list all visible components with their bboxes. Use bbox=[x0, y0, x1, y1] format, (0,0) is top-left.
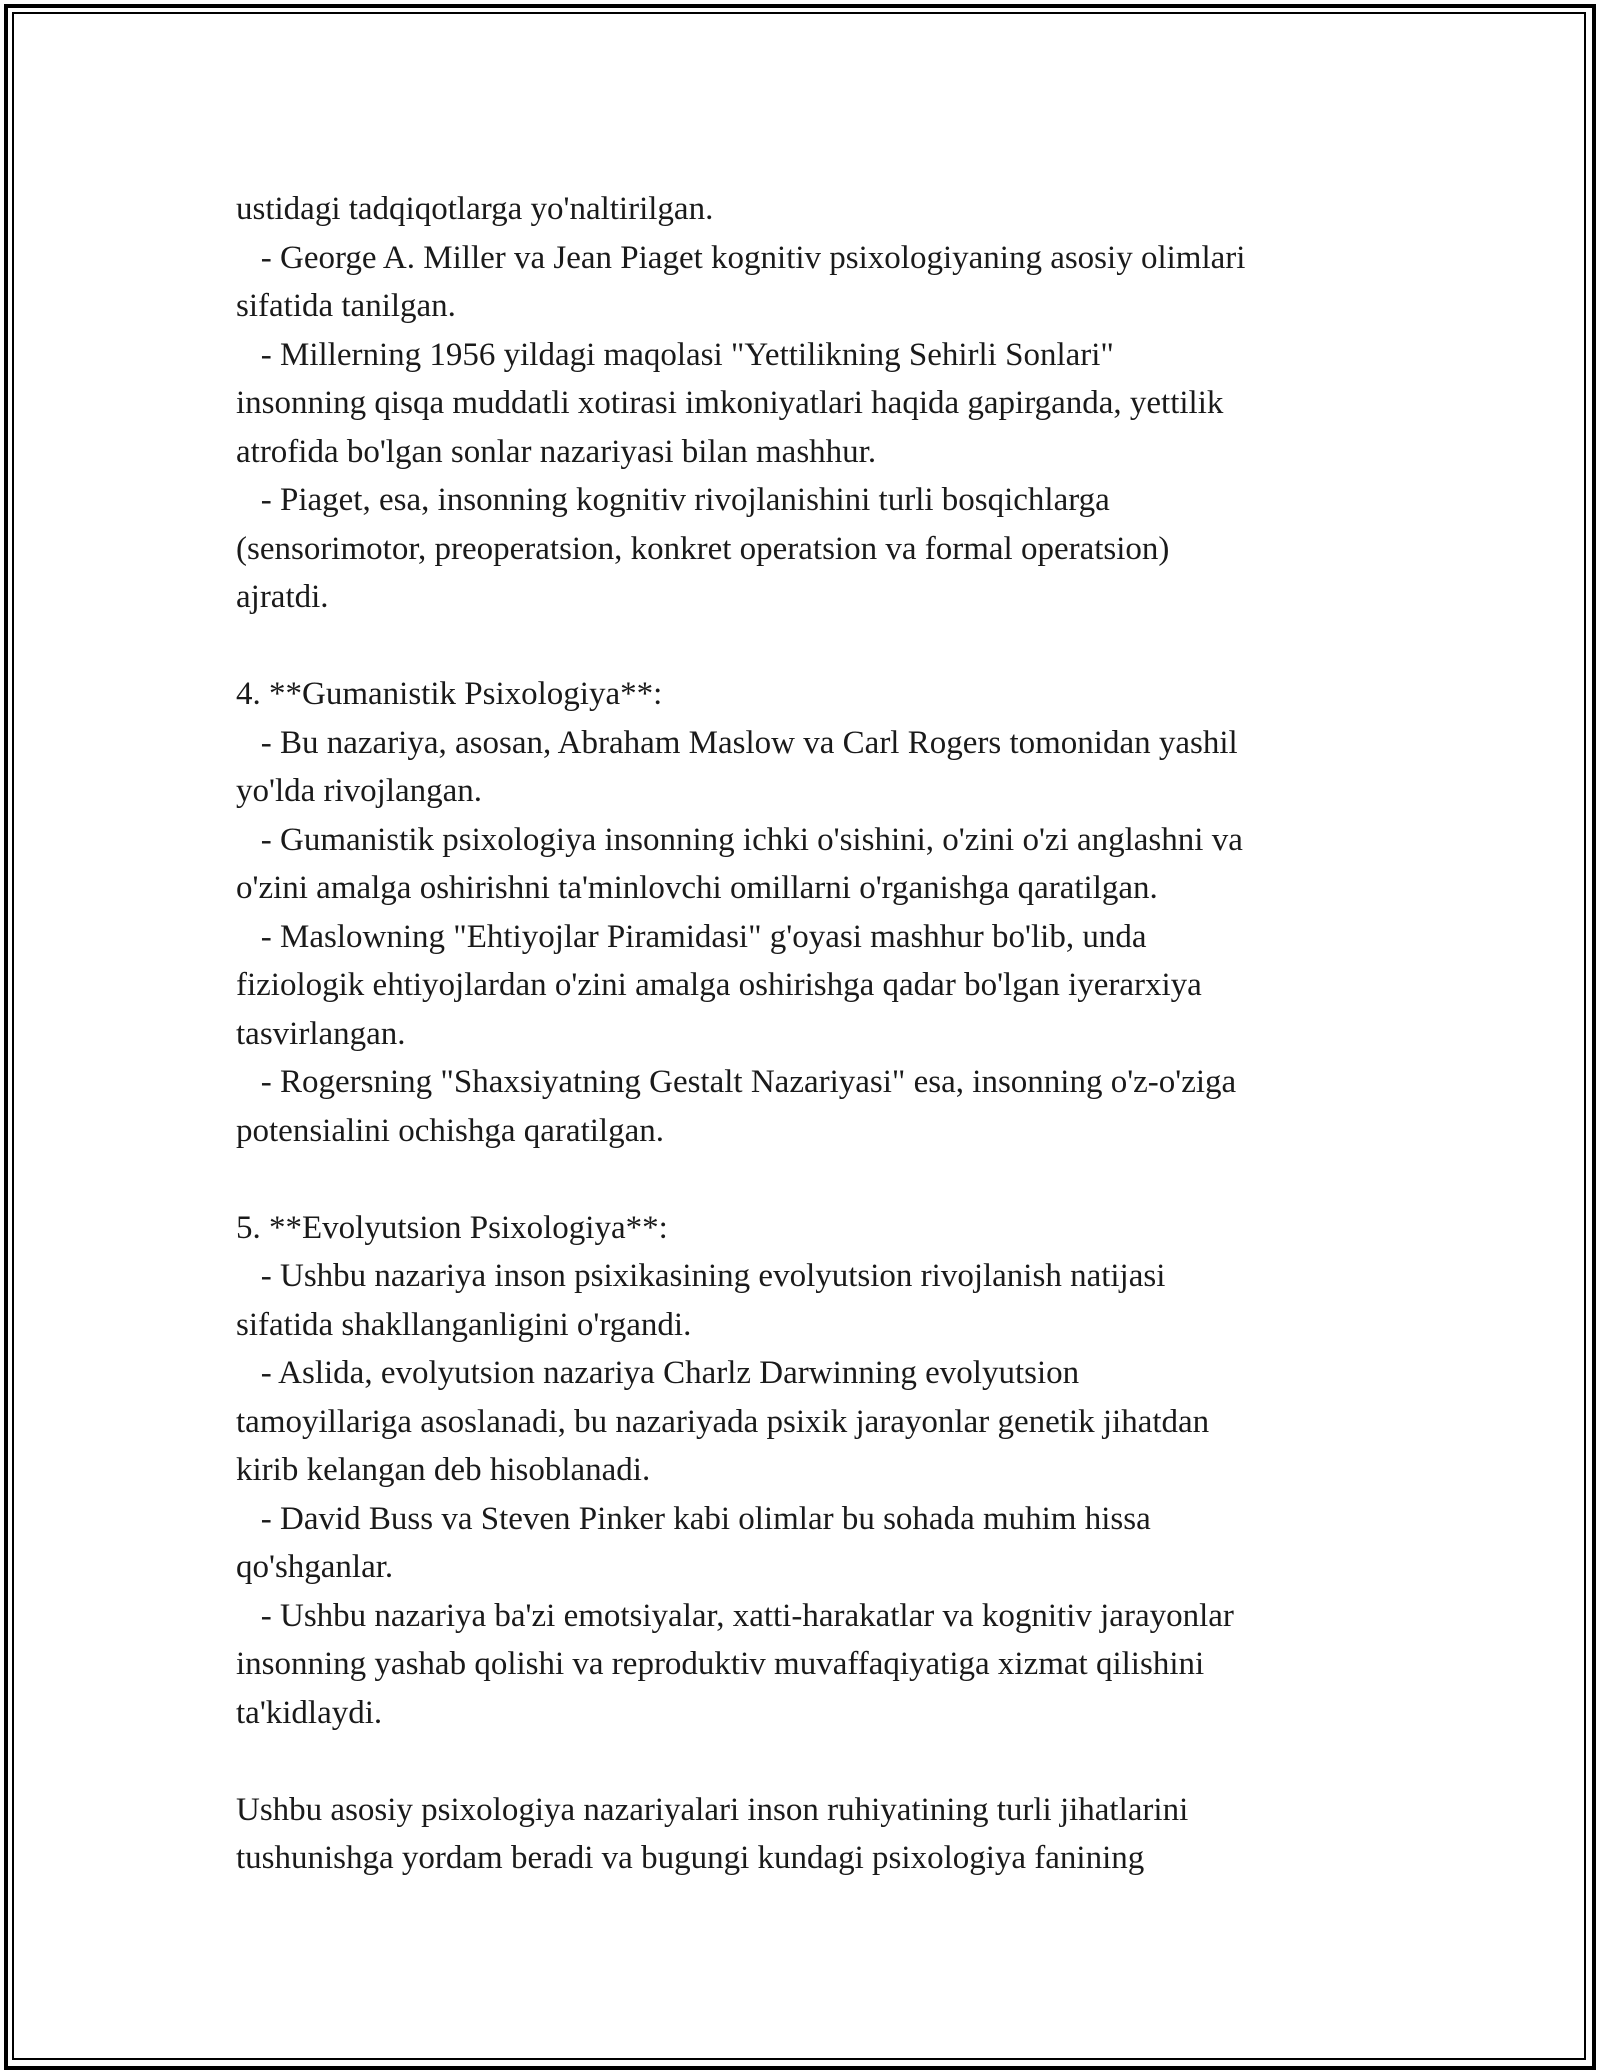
text-line: - Ushbu nazariya ba'zi emotsiyalar, xatti-harakatlar va kognitiv jarayonlar bbox=[236, 1597, 1234, 1634]
text-line: - Millerning 1956 yildagi maqolasi "Yettilikning Sehirli Sonlari" bbox=[236, 336, 1114, 373]
text-line: ta'kidlaydi. bbox=[236, 1694, 383, 1731]
text-line: - Bu nazariya, asosan, Abraham Maslow va Carl Rogers tomonidan yashil bbox=[236, 724, 1238, 761]
text-line: qo'shganlar. bbox=[236, 1549, 394, 1585]
text-line: - David Buss va Steven Pinker kabi olimlar bu sohada muhim hissa bbox=[236, 1500, 1151, 1537]
blank-line bbox=[236, 1737, 1416, 1786]
text-line: Ushbu asosiy psixologiya nazariyalari inson ruhiyatining turli jihatlarini bbox=[236, 1791, 1189, 1828]
text-line: atrofida bo'lgan sonlar nazariyasi bilan mashhur. bbox=[236, 433, 877, 470]
blank-line bbox=[236, 1155, 1416, 1204]
text-line: insonning qisqa muddatli xotirasi imkoniyatlari haqida gapirganda, yettilik bbox=[236, 385, 1224, 421]
text-line: sifatida tanilgan. bbox=[236, 288, 456, 324]
text-line: - George A. Miller va Jean Piaget kognitiv psixologiyaning asosiy olimlari bbox=[236, 239, 1246, 276]
section-heading: 4. **Gumanistik Psixologiya**: bbox=[236, 676, 663, 712]
text-line: - Maslowning "Ehtiyojlar Piramidasi" g'oyasi mashhur bo'lib, unda bbox=[236, 918, 1147, 955]
text-line: ajratdi. bbox=[236, 579, 329, 615]
text-line: yo'lda rivojlangan. bbox=[236, 773, 483, 809]
blank-line bbox=[236, 622, 1416, 671]
document-body bbox=[236, 185, 1416, 1883]
text-line: - Aslida, evolyutsion nazariya Charlz Darwinning evolyutsion bbox=[236, 1355, 1080, 1391]
text-line: - Ushbu nazariya inson psixikasining evolyutsion rivojlanish natijasi bbox=[236, 1258, 1166, 1294]
text-line: o'zini amalga oshirishni ta'minlovchi omillarni o'rganishga qaratilgan. bbox=[236, 870, 1158, 906]
text-line: tushunishga yordam beradi va bugungi kundagi psixologiya fanining bbox=[236, 1840, 1145, 1876]
text-line: sifatida shakllanganligini o'rgandi. bbox=[236, 1306, 692, 1343]
text-line: potensialini ochishga qaratilgan. bbox=[236, 1112, 664, 1149]
text-line: insonning yashab qolishi va reproduktiv muvaffaqiyatiga xizmat qilishini bbox=[236, 1646, 1205, 1682]
section-heading: 5. **Evolyutsion Psixologiya**: bbox=[236, 1209, 668, 1246]
text-line: fiziologik ehtiyojlardan o'zini amalga oshirishga qadar bo'lgan iyerarxiya bbox=[236, 967, 1202, 1003]
text-line: - Gumanistik psixologiya insonning ichki o'sishini, o'zini o'zi anglashni va bbox=[236, 821, 1243, 858]
text-line: (sensorimotor, preoperatsion, konkret operatsion va formal operatsion) bbox=[236, 530, 1170, 567]
text-line: - Piaget, esa, insonning kognitiv rivojlanishini turli bosqichlarga bbox=[236, 482, 1110, 518]
text-line: tasvirlangan. bbox=[236, 1015, 406, 1052]
text-line: kirib kelangan deb hisoblanadi. bbox=[236, 1452, 651, 1488]
text-line: - Rogersning "Shaxsiyatning Gestalt Nazariyasi" esa, insonning o'z-o'ziga bbox=[236, 1064, 1237, 1100]
text-line: tamoyillariga asoslanadi, bu nazariyada psixik jarayonlar genetik jihatdan bbox=[236, 1403, 1210, 1440]
text-line: ustidagi tadqiqotlarga yo'naltirilgan. bbox=[236, 191, 714, 227]
